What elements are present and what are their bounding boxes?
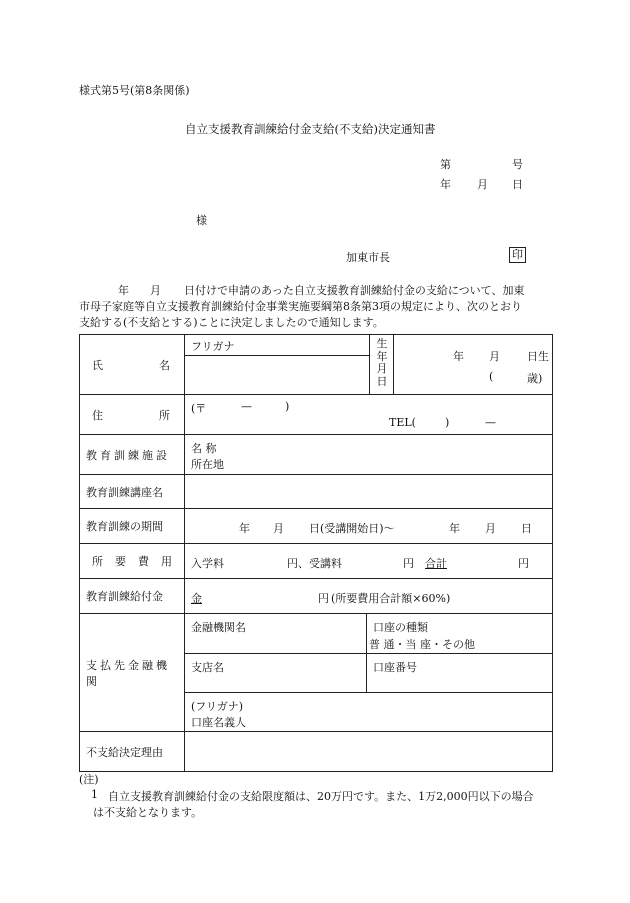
tel-close: ) [445, 416, 450, 429]
facility-name-label: 名 称 [191, 442, 217, 455]
name-label-1: 氏 [92, 358, 103, 372]
total-yen: 円 [518, 557, 529, 570]
holder-furigana-label: (フリガナ) [191, 700, 244, 713]
facility-location-label: 所在地 [191, 458, 224, 471]
application-table [79, 334, 553, 772]
date-day: 日 [512, 178, 523, 191]
postal-dash: — [241, 400, 252, 413]
cost-label-cell [80, 544, 185, 579]
cost-label-1: 所 [92, 555, 103, 568]
bank-section-label: 支払先金融機関 [80, 614, 185, 732]
account-type-options: 普 通・当 座・その他 [369, 638, 475, 651]
note-1-line2: は不支給となります。 [93, 806, 203, 819]
tel-label: TEL( [389, 416, 416, 429]
document-title: 自立支援教育訓練給付金支給(不支給)決定通知書 [185, 122, 436, 136]
birth-year: 年 [453, 350, 464, 363]
grant-cell [185, 579, 553, 614]
birth-label: 生年月日 [376, 337, 388, 388]
name-cell [185, 335, 553, 395]
period-day-end: 日 [521, 522, 532, 535]
bank-name-label: 金融機関名 [191, 621, 246, 634]
account-number-label: 口座番号 [373, 661, 417, 674]
notes-header: (注) [79, 773, 99, 786]
body-month: 月 [150, 284, 161, 297]
grant-amount [191, 590, 329, 606]
grant-yen: 円 [318, 592, 329, 605]
cost-label-2: 要 [115, 555, 126, 568]
reason-value [185, 732, 553, 772]
body-line2: 市母子家庭等自立支援教育訓練給付金事業実施要綱第8条第3項の規定により、次のとおり [79, 300, 522, 313]
address-label-cell [80, 395, 185, 435]
body-line3: 支給する(不支給とする)ことに決定しましたので通知します。 [79, 316, 384, 329]
name-label-cell [80, 335, 185, 395]
grant-label: 教育訓練給付金 [80, 579, 185, 614]
form-code: 様式第5号(第8条関係) [79, 84, 190, 97]
cost-label-3: 費 [138, 555, 149, 568]
tuition-label: 円、受講料 [287, 557, 342, 570]
period-year: 年 [239, 522, 250, 535]
branch-label: 支店名 [191, 661, 224, 674]
tuition-yen: 円 [403, 557, 414, 570]
grant-note: (所要費用合計額×60%) [331, 592, 451, 605]
age-close: 歳) [527, 372, 543, 385]
addressee-suffix: 様 [196, 214, 207, 227]
furigana-label: フリガナ [191, 340, 235, 353]
postal-open: (〒 [191, 402, 207, 415]
period-year-end: 年 [449, 522, 460, 535]
date-year: 年 [440, 178, 451, 191]
address-label-2: 所 [159, 408, 170, 422]
account-type-label: 口座の種類 [373, 621, 428, 634]
entrance-fee-label: 入学料 [191, 557, 224, 570]
issuer: 加東市長 [346, 251, 390, 264]
number-go: 号 [512, 158, 523, 171]
name-label-2: 名 [159, 358, 170, 372]
number-dai: 第 [440, 158, 451, 171]
course-label: 教育訓練講座名 [80, 475, 185, 509]
period-month-end: 月 [485, 522, 496, 535]
body-line1: 日付けで申請のあった自立支援教育訓練給付金の支給について、加東 [184, 284, 525, 297]
cost-label-4: 用 [161, 555, 172, 568]
period-start: 日(受講開始日)～ [309, 522, 395, 535]
total-label [425, 555, 529, 571]
date-month: 月 [477, 178, 488, 191]
facility-label: 教育訓練施設 [80, 435, 185, 475]
seal-mark: 印 [509, 247, 526, 263]
age-open: ( [489, 370, 494, 383]
holder-label: 口座名義人 [191, 716, 246, 729]
period-cell [185, 509, 553, 544]
address-cell [185, 395, 553, 435]
total-text: 合計 [425, 557, 447, 570]
postal-close: ) [285, 400, 290, 413]
course-value [185, 475, 553, 509]
grant-kin: 金 [191, 592, 202, 605]
reason-label: 不支給決定理由 [80, 732, 185, 772]
address-label-1: 住 [92, 408, 103, 422]
note-1-line1: 自立支援教育訓練給付金の支給限度額は、20万円です。また、1万2,000円以下の場合 [108, 790, 534, 803]
period-month: 月 [273, 522, 284, 535]
note-1-number: 1 [91, 788, 98, 801]
birth-month: 月 [489, 350, 500, 363]
period-label: 教育訓練の期間 [80, 509, 185, 544]
facility-cell [185, 435, 553, 475]
bank-cell [185, 614, 553, 732]
cost-cell [185, 544, 553, 579]
birth-day: 日生 [527, 350, 549, 363]
tel-dash: — [485, 416, 496, 429]
body-year: 年 [118, 284, 129, 297]
